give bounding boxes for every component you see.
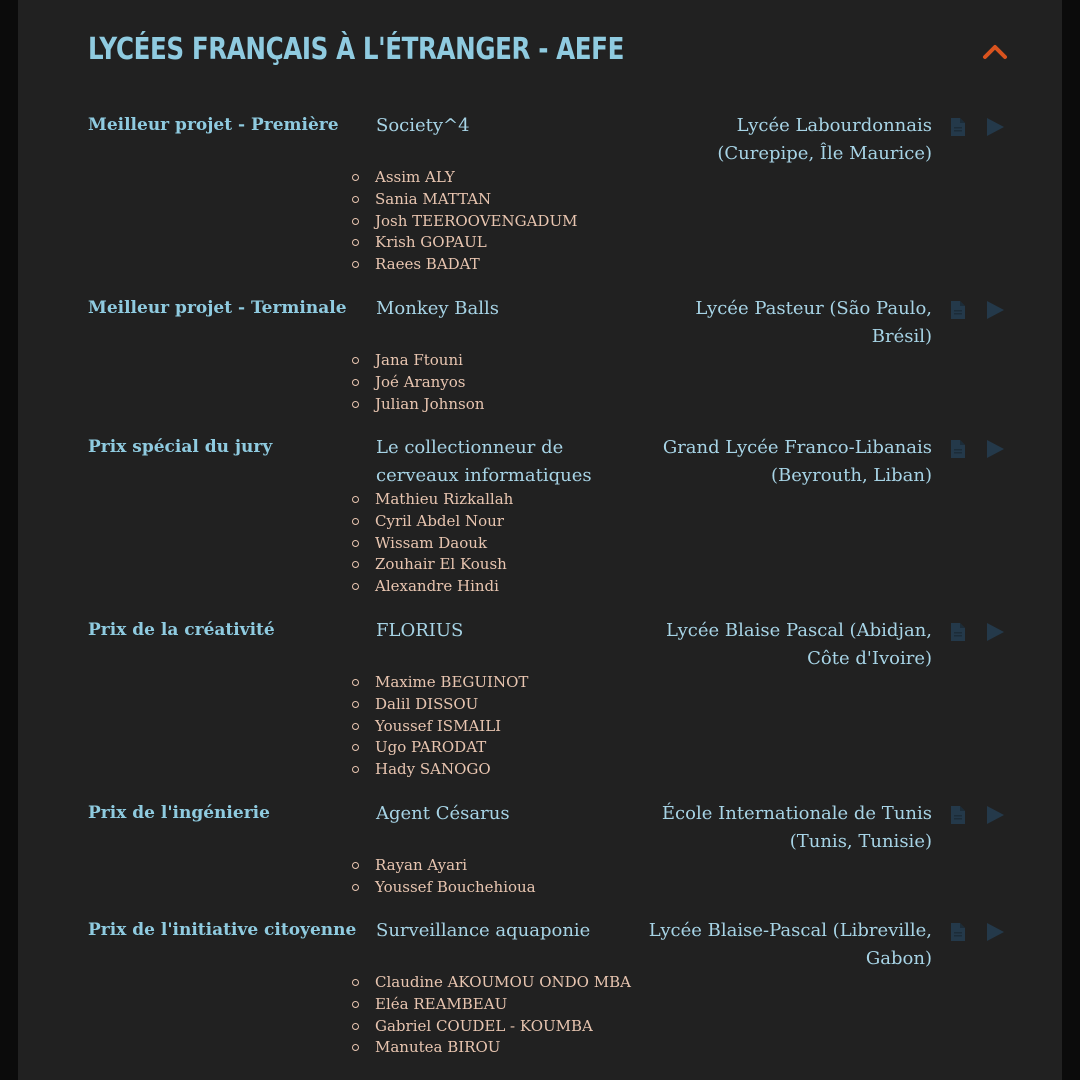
bullet-icon <box>352 979 359 986</box>
school-name: Lycée Labourdonnais (Curepipe, Île Maurice) <box>717 115 932 164</box>
bullet-icon <box>352 561 359 568</box>
document-icon[interactable] <box>949 300 967 320</box>
member-name: Cyril Abdel Nour <box>375 511 504 530</box>
member-name: Julian Johnson <box>375 394 485 413</box>
award-category: Prix de la créativité <box>88 620 275 640</box>
bullet-icon <box>352 583 359 590</box>
play-icon[interactable] <box>984 299 1006 321</box>
project-title: Le collectionneur de cerveaux informatiques <box>376 437 592 486</box>
play-icon[interactable] <box>984 438 1006 460</box>
bullet-icon <box>352 196 359 203</box>
play-icon[interactable] <box>984 921 1006 943</box>
document-icon[interactable] <box>949 922 967 942</box>
member-name: Krish GOPAUL <box>375 233 487 252</box>
bullet-icon <box>352 744 359 751</box>
member-name: Sania MATTAN <box>375 189 492 208</box>
member-name: Manutea BIROU <box>375 1038 501 1057</box>
play-icon[interactable] <box>984 621 1006 643</box>
project-title: Monkey Balls <box>376 298 500 319</box>
member-name: Youssef ISMAILI <box>375 716 502 735</box>
bullet-icon <box>352 723 359 730</box>
member-name: Maxime BEGUINOT <box>375 673 529 691</box>
award-category: Meilleur projet - Première <box>88 115 339 135</box>
award-category: Prix spécial du jury <box>88 437 273 457</box>
document-icon[interactable] <box>949 117 967 137</box>
document-icon[interactable] <box>949 622 967 642</box>
member-name: Youssef Bouchehioua <box>375 877 536 896</box>
member-name: Eléa REAMBEAU <box>375 994 508 1013</box>
member-name: Jana Ftouni <box>375 351 463 369</box>
project-title: FLORIUS <box>376 620 464 641</box>
project-title: Agent Césarus <box>376 803 510 824</box>
member-name: Josh TEEROOVENGADUM <box>375 211 578 230</box>
member-name: Alexandre Hindi <box>375 577 499 596</box>
bullet-icon <box>352 1001 359 1008</box>
bullet-icon <box>352 1023 359 1030</box>
bullet-icon <box>352 679 359 686</box>
awards-panel <box>18 0 1062 1080</box>
bullet-icon <box>352 701 359 708</box>
member-name: Hady SANOGO <box>375 760 491 779</box>
school-name: Lycée Pasteur (São Paulo, Brésil) <box>695 298 932 347</box>
member-name: Raees BADAT <box>375 255 480 274</box>
school-name: École Internationale de Tunis (Tunis, Tunisie) <box>661 803 932 852</box>
bullet-icon <box>352 1044 359 1051</box>
member-name: Wissam Daouk <box>375 533 488 552</box>
bullet-icon <box>352 261 359 268</box>
bullet-icon <box>352 379 359 386</box>
chevron-up-icon <box>982 42 1008 60</box>
member-name: Gabriel COUDEL - KOUMBA <box>375 1016 593 1035</box>
bullet-icon <box>352 518 359 525</box>
school-name: Grand Lycée Franco-Libanais (Beyrouth, Liban) <box>662 437 932 486</box>
bullet-icon <box>352 357 359 364</box>
school-name: Lycée Blaise Pascal (Abidjan, Côte d'Ivoire) <box>665 620 932 669</box>
collapse-button[interactable] <box>978 36 1012 66</box>
member-name: Ugo PARODAT <box>375 738 487 757</box>
bullet-icon <box>352 862 359 869</box>
project-title: Surveillance aquaponie <box>376 920 591 941</box>
play-icon[interactable] <box>984 804 1006 826</box>
project-title: Society^4 <box>376 115 470 136</box>
member-name: Assim ALY <box>375 168 455 186</box>
section-title: LYCÉES FRANÇAIS À L'ÉTRANGER - AEFE <box>88 32 624 67</box>
bullet-icon <box>352 540 359 547</box>
member-name: Zouhair El Koush <box>375 555 507 574</box>
play-icon[interactable] <box>984 116 1006 138</box>
bullet-icon <box>352 239 359 246</box>
bullet-icon <box>352 218 359 225</box>
award-category: Prix de l'initiative citoyenne <box>88 920 357 940</box>
bullet-icon <box>352 401 359 408</box>
bullet-icon <box>352 496 359 503</box>
member-name: Claudine AKOUMOU ONDO MBA <box>375 973 631 991</box>
school-name: Lycée Blaise-Pascal (Libreville, Gabon) <box>648 920 932 969</box>
award-category: Meilleur projet - Terminale <box>88 298 347 318</box>
member-name: Mathieu Rizkallah <box>375 490 514 508</box>
bullet-icon <box>352 174 359 181</box>
bullet-icon <box>352 884 359 891</box>
member-name: Joé Aranyos <box>375 372 466 391</box>
member-name: Dalil DISSOU <box>375 694 479 713</box>
bullet-icon <box>352 766 359 773</box>
document-icon[interactable] <box>949 439 967 459</box>
member-name: Rayan Ayari <box>375 856 468 874</box>
document-icon[interactable] <box>949 805 967 825</box>
award-category: Prix de l'ingénierie <box>88 803 270 823</box>
